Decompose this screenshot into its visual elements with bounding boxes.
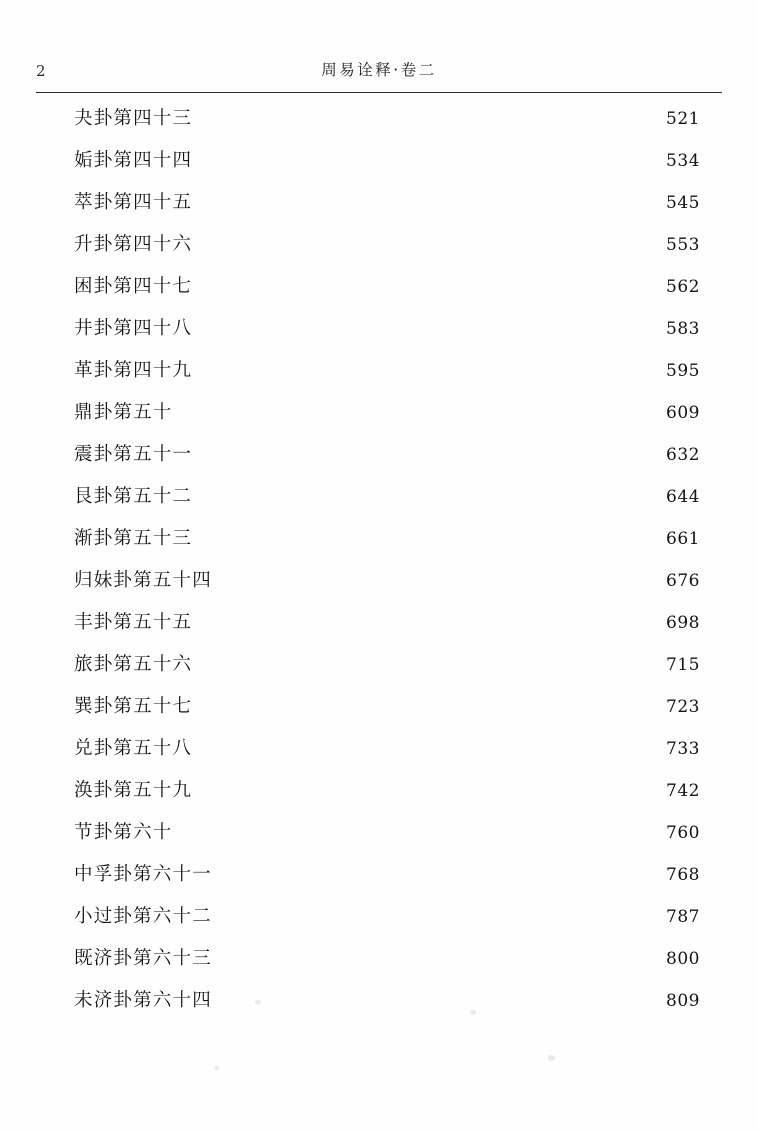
toc-leader-dots [202, 245, 658, 246]
toc-entry-label: 萃卦第四十五 [74, 192, 193, 213]
toc-leader-dots-text [202, 329, 658, 330]
toc-entry-page-number: 562 [666, 277, 700, 297]
toc-entry[interactable] [36, 902, 722, 944]
toc-leader-dots [202, 665, 658, 666]
table-of-contents [36, 104, 722, 1028]
toc-leader-dots [202, 161, 658, 162]
toc-entry-label: 涣卦第五十九 [74, 780, 193, 801]
toc-entry-label: 节卦第六十 [74, 822, 173, 843]
toc-entry[interactable] [36, 566, 722, 608]
toc-leader-dots [222, 875, 658, 876]
toc-leader-dots-text [202, 665, 658, 666]
toc-entry-label: 鼎卦第五十 [74, 402, 173, 423]
toc-leader-dots-text [202, 371, 658, 372]
toc-leader-dots [202, 539, 658, 540]
toc-entry-label: 夬卦第四十三 [74, 108, 193, 129]
toc-entry-label: 困卦第四十七 [74, 276, 193, 297]
toc-entry-page-number: 644 [666, 487, 700, 507]
toc-leader-dots [202, 203, 658, 204]
toc-leader-dots-text [202, 203, 658, 204]
toc-entry[interactable] [36, 356, 722, 398]
toc-entry-label: 未济卦第六十四 [74, 990, 212, 1011]
toc-entry[interactable] [36, 818, 722, 860]
toc-leader-dots [202, 119, 658, 120]
toc-entry[interactable] [36, 650, 722, 692]
toc-entry[interactable] [36, 482, 722, 524]
toc-entry-page-number: 809 [666, 991, 700, 1011]
toc-entry-label: 归妹卦第五十四 [74, 570, 212, 591]
toc-entry[interactable] [36, 104, 722, 146]
toc-leader-dots [202, 497, 658, 498]
toc-leader-dots-text [202, 497, 658, 498]
toc-entry[interactable] [36, 860, 722, 902]
toc-entry-label: 小过卦第六十二 [74, 906, 212, 927]
toc-entry-page-number: 595 [666, 361, 700, 381]
toc-entry-page-number: 715 [666, 655, 700, 675]
toc-entry[interactable] [36, 188, 722, 230]
header-divider [36, 92, 722, 93]
toc-entry[interactable] [36, 944, 722, 986]
toc-entry[interactable] [36, 146, 722, 188]
toc-entry-page-number: 760 [666, 823, 700, 843]
toc-leader-dots [222, 1001, 658, 1002]
toc-entry-label: 艮卦第五十二 [74, 486, 193, 507]
toc-entry-label: 丰卦第五十五 [74, 612, 193, 633]
toc-entry-page-number: 787 [666, 907, 700, 927]
toc-entry-label: 既济卦第六十三 [74, 948, 212, 969]
toc-leader-dots-text [202, 161, 658, 162]
toc-leader-dots-text [202, 119, 658, 120]
toc-leader-dots-text [202, 455, 658, 456]
toc-leader-dots-text [183, 413, 658, 414]
toc-leader-dots-text [202, 791, 658, 792]
toc-entry-label: 中孚卦第六十一 [74, 864, 212, 885]
toc-entry-label: 巽卦第五十七 [74, 696, 193, 717]
toc-entry-page-number: 800 [666, 949, 700, 969]
toc-leader-dots-text [222, 917, 658, 918]
toc-leader-dots [202, 791, 658, 792]
toc-entry-page-number: 723 [666, 697, 700, 717]
toc-entry[interactable] [36, 440, 722, 482]
toc-leader-dots [222, 917, 658, 918]
toc-leader-dots-text [222, 1001, 658, 1002]
toc-entry-label: 升卦第四十六 [74, 234, 193, 255]
toc-entry-page-number: 545 [666, 193, 700, 213]
scan-artifact [548, 1055, 555, 1061]
toc-entry-label: 兑卦第五十八 [74, 738, 193, 759]
toc-leader-dots-text [202, 539, 658, 540]
toc-entry-label: 震卦第五十一 [74, 444, 193, 465]
toc-entry[interactable] [36, 734, 722, 776]
toc-leader-dots [202, 329, 658, 330]
scan-artifact [470, 1010, 476, 1015]
toc-leader-dots-text [222, 581, 658, 582]
toc-leader-dots [183, 833, 658, 834]
toc-entry-page-number: 698 [666, 613, 700, 633]
toc-leader-dots [222, 959, 658, 960]
toc-entry[interactable] [36, 608, 722, 650]
toc-entry-page-number: 521 [666, 109, 700, 129]
toc-leader-dots-text [183, 833, 658, 834]
toc-entry-label: 旅卦第五十六 [74, 654, 193, 675]
toc-leader-dots [202, 623, 658, 624]
toc-leader-dots-text [222, 959, 658, 960]
toc-leader-dots [202, 707, 658, 708]
toc-entry-page-number: 632 [666, 445, 700, 465]
toc-entry-label: 渐卦第五十三 [74, 528, 193, 549]
toc-entry[interactable] [36, 524, 722, 566]
toc-leader-dots-text [202, 245, 658, 246]
toc-entry-page-number: 742 [666, 781, 700, 801]
toc-leader-dots-text [202, 749, 658, 750]
page-header [36, 58, 722, 92]
toc-entry-page-number: 733 [666, 739, 700, 759]
toc-leader-dots-text [202, 287, 658, 288]
toc-entry-label: 革卦第四十九 [74, 360, 193, 381]
folio-number: 2 [36, 62, 46, 80]
toc-leader-dots [202, 287, 658, 288]
toc-entry[interactable] [36, 776, 722, 818]
toc-leader-dots-text [202, 623, 658, 624]
toc-leader-dots-text [222, 875, 658, 876]
toc-entry-page-number: 583 [666, 319, 700, 339]
toc-entry[interactable] [36, 692, 722, 734]
toc-entry-page-number: 534 [666, 151, 700, 171]
toc-entry-page-number: 661 [666, 529, 700, 549]
toc-leader-dots [183, 413, 658, 414]
toc-entry[interactable] [36, 272, 722, 314]
toc-entry[interactable] [36, 314, 722, 356]
toc-entry-page-number: 676 [666, 571, 700, 591]
toc-leader-dots [202, 455, 658, 456]
scan-artifact [255, 1000, 261, 1005]
toc-leader-dots-text [202, 707, 658, 708]
toc-entry-page-number: 553 [666, 235, 700, 255]
scan-artifact [214, 1066, 219, 1070]
toc-entry-label: 井卦第四十八 [74, 318, 193, 339]
toc-entry[interactable] [36, 230, 722, 272]
toc-entry-page-number: 768 [666, 865, 700, 885]
toc-entry[interactable] [36, 986, 722, 1028]
running-title: 周易诠释·卷二 [321, 61, 437, 79]
toc-leader-dots [202, 371, 658, 372]
toc-entry-label: 姤卦第四十四 [74, 150, 193, 171]
toc-entry-page-number: 609 [666, 403, 700, 423]
toc-leader-dots [202, 749, 658, 750]
toc-leader-dots [222, 581, 658, 582]
toc-entry[interactable] [36, 398, 722, 440]
